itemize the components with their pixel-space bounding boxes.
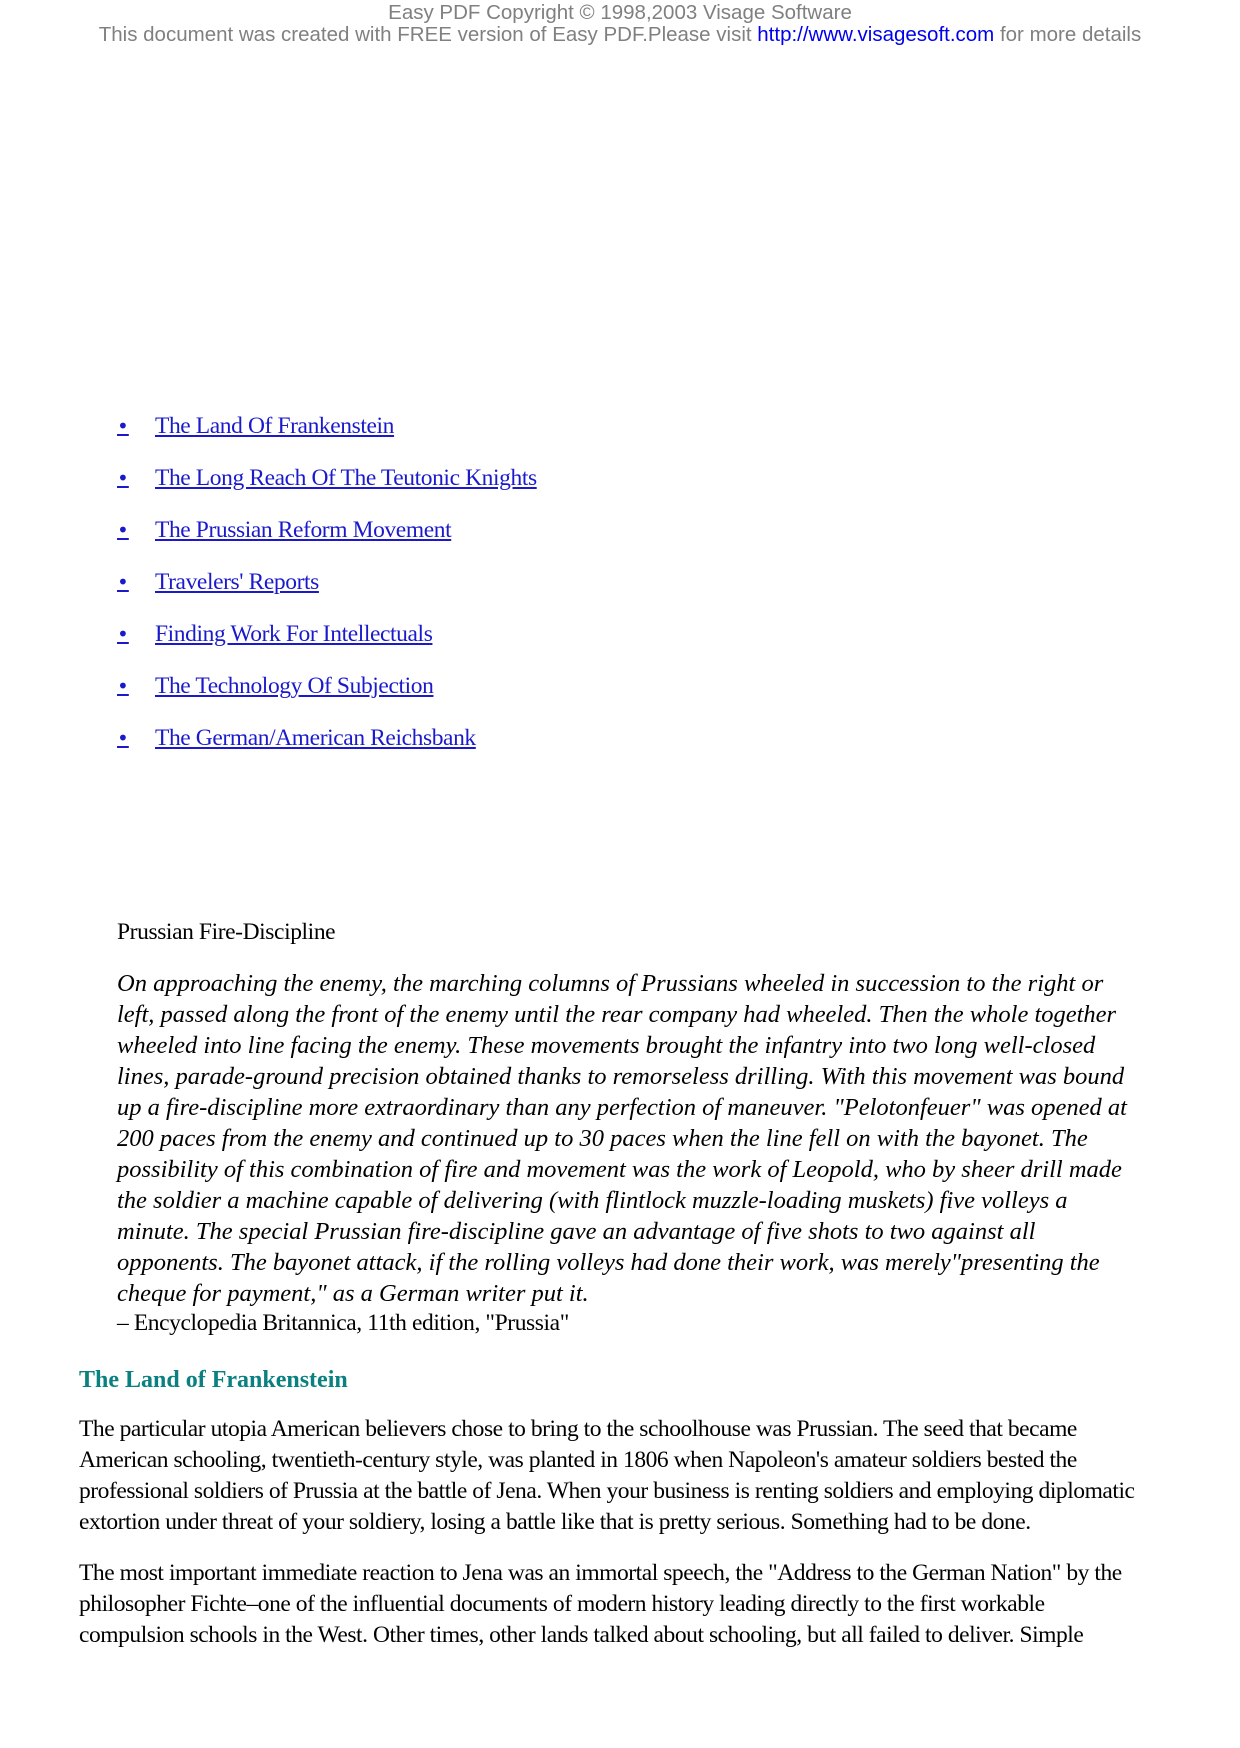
bullet-icon: • [117,414,129,438]
epigraph-source: – Encyclopedia Britannica, 11th edition, "Prussia" [117,1310,569,1336]
section-heading: The Land of Frankenstein [79,1367,348,1393]
bullet-icon: • [117,622,129,646]
toc-link-work-for-intellectuals[interactable]: Finding Work For Intellectuals [155,621,433,647]
toc-link-teutonic-knights[interactable]: The Long Reach Of The Teutonic Knights [155,465,537,491]
bullet-icon: • [117,466,129,490]
toc-link-reichsbank[interactable]: The German/American Reichsbank [155,725,476,751]
bullet-icon: • [117,570,129,594]
bullet-icon: • [117,518,129,542]
bullet-icon: • [117,674,129,698]
bullet-icon: • [117,726,129,750]
watermark-notice-line [0,24,1240,46]
body-paragraph: The most important immediate reaction to Jena was an immortal speech, the "Address to the German Nation" by the philosopher Fichte–one of the influential documents of modern history leading directly to the first workable compulsion schools in the West. Other times, other lands talked about schooling, but all failed to deliver. Simple [79,1560,1122,1648]
epigraph-quote: On approaching the enemy, the marching columns of Prussians wheeled in succession to the right or left, passed along the front of the enemy until the rear company had wheeled. Then the whole together wheeled into line facing the enemy. These movements brought the infantry into two long well-closed lines, parade-ground precision obtained thanks to remorseless drilling. With this movement was bound up a fire-discipline more extraordinary than any perfection of maneuver. "Pelotonfeuer" was opened at 200 paces from the enemy and continued up to 30 paces when the line fell on with the bayonet. The possibility of this combination of fire and movement was the work of Leopold, who by sheer drill made the soldier a machine capable of delivering (with flintlock muzzle-loading muskets) five volleys a minute. The special Prussian fire-discipline gave an advantage of five shots to two against all opponents. The bayonet attack, if the rolling volleys had done their work, was merely"presenting the cheque for payment," as a German writer put it. [117,970,1127,1307]
toc-link-land-of-frankenstein[interactable]: The Land Of Frankenstein [155,413,395,439]
toc-link-travelers-reports[interactable]: Travelers' Reports [155,569,319,595]
watermark-copyright-line: Easy PDF Copyright © 1998,2003 Visage Software [388,1,852,24]
visagesoft-link[interactable]: http://www.visagesoft.com [757,23,995,46]
toc-link-prussian-reform[interactable]: The Prussian Reform Movement [155,517,452,543]
epigraph-title: Prussian Fire-Discipline [117,919,336,945]
watermark-notice-suffix: for more details [994,23,1142,46]
watermark-notice-prefix: This document was created with FREE version of Easy PDF.Please visit [98,23,758,46]
epigraph [117,918,1137,1337]
pdf-watermark-header [0,2,1240,46]
toc-link-technology-of-subjection[interactable]: The Technology Of Subjection [155,673,434,699]
section-body [79,1414,1149,1671]
body-paragraph: The particular utopia American believers chose to bring to the schoolhouse was Prussian. The seed that became American schooling, twentieth-century style, was planted in 1806 when Napoleon's amateur soldiers bested the professional soldiers of Prussia at the battle of Jena. When your business is renting soldiers and employing diplomatic extortion under threat of your soldiery, losing a battle like that is pretty serious. Something had to be done. [79,1416,1135,1535]
